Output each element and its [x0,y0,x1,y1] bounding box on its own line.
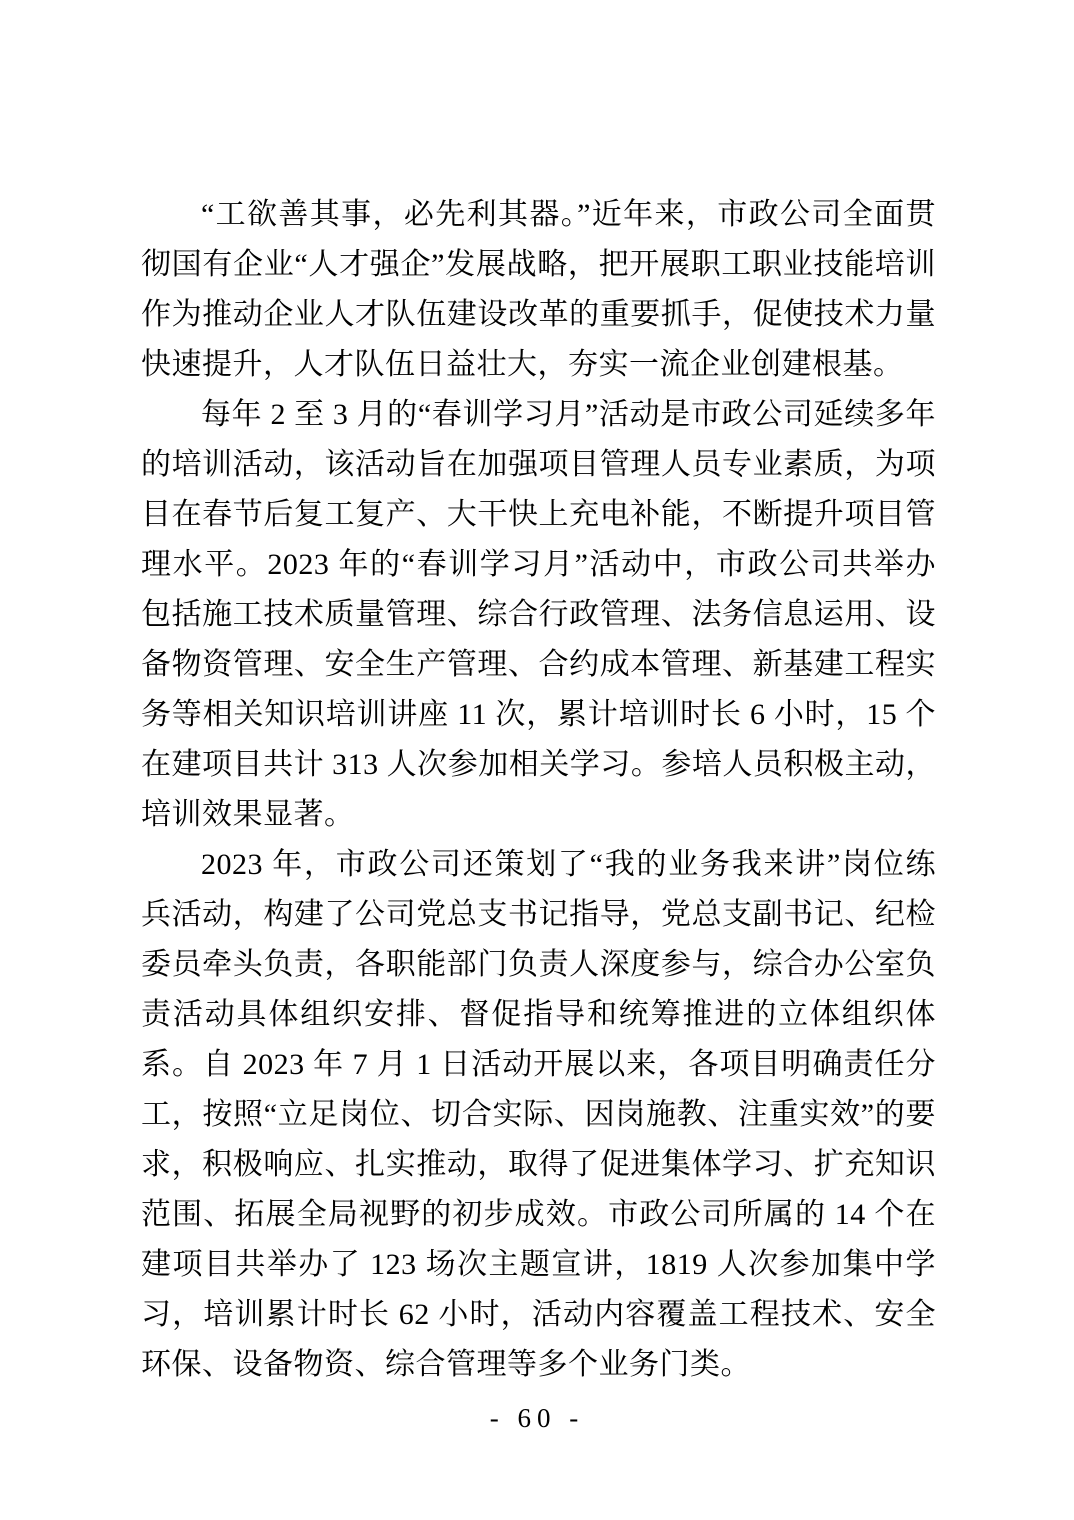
paragraph-2: 每年 2 至 3 月的“春训学习月”活动是市政公司延续多年的培训活动，该活动旨在加强项目管理人员专业素质，为项目在春节后复工复产、大干快上充电补能，不断提升项目管理水平。2023 年的“春训学习月”活动中，市政公司共举办包括施工技术质量管理、综合行政管理、法务信息运用、设备物资管理、安全生产管理、合约成本管理、新基建工程实务等相关知识培训讲座 11 次，累计培训时长 6 小时，15 个在建项目共计 313 人次参加相关学习。参培人员积极主动，培训效果显著。 [141,398,936,831]
page-number: - 60 - [489,1403,585,1433]
paragraph-3: 2023 年，市政公司还策划了“我的业务我来讲”岗位练兵活动，构建了公司党总支书记指导，党总支副书记、纪检委员牵头负责，各职能部门负责人深度参与，综合办公室负责活动具体组织安排、督促指导和统筹推进的立体组织体系。自 2023 年 7 月 1 日活动开展以来，各项目明确责任分工，按照“立足岗位、切合实际、因岗施教、注重实效”的要求，积极响应、扎实推动，取得了促进集体学习、扩充知识范围、拓展全局视野的初步成效。市政公司所属的 14 个在建项目共举办了 123 场次主题宣讲，1819 人次参加集中学习，培训累计时长 62 小时，活动内容覆盖工程技术、安全环保、设备物资、综合管理等多个业务门类。 [141,848,936,1381]
document-body [141,190,936,1390]
paragraph-1: “工欲善其事，必先利其器。”近年来，市政公司全面贯彻国有企业“人才强企”发展战略，把开展职工职业技能培训作为推动企业人才队伍建设改革的重要抓手，促使技术力量快速提升，人才队伍日益壮大，夯实一流企业创建根基。 [141,198,936,381]
